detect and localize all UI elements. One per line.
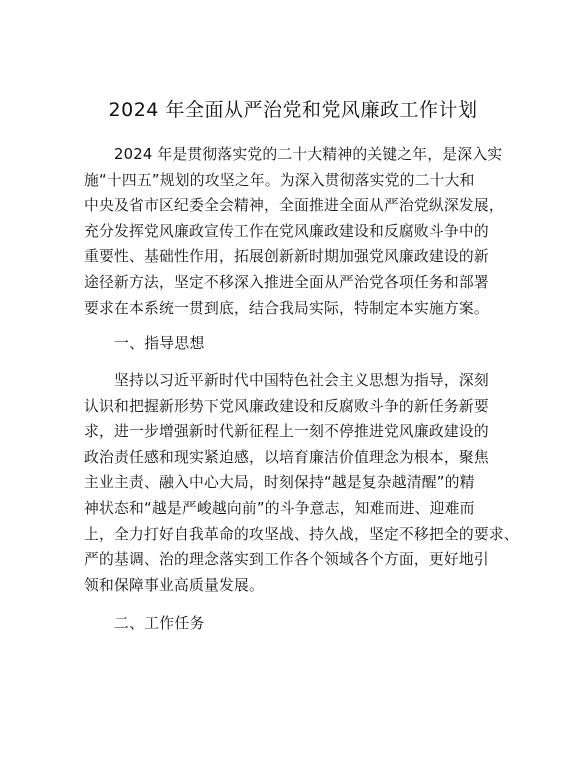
paragraph-line: 充分发挥党风廉政宣传工作在党风廉政建设和反腐败斗争中的 — [84, 222, 489, 240]
paragraph-line: 2024 年是贯彻落实党的二十大精神的关键之年，是深入实 — [114, 146, 503, 163]
paragraph-line: 中央及省市区纪委全会精神，全面推进全面从严治党纵深发展， — [84, 197, 504, 215]
paragraph-line: 领和保障事业高质量发展。 — [84, 576, 264, 594]
paragraph-line: 政治责任感和现实紧迫感，以培育廉洁价值理念为根本，聚焦 — [84, 448, 489, 466]
intro-paragraph — [84, 142, 514, 321]
paragraph-line: 上，全力打好自我革命的攻坚战、持久战，坚定不移把全的要求、 — [84, 525, 519, 543]
paragraph-line: 求，进一步增强新时代新征程上一刻不停推进党风廉政建设的 — [84, 423, 489, 441]
section-heading-guiding-ideology: 一、指导思想 — [114, 335, 205, 352]
document-title: 2024 年全面从严治党和党风廉政工作计划 — [108, 99, 478, 121]
paragraph-line: 途径新方法，坚定不移深入推进全面从严治党各项任务和部署 — [84, 273, 489, 291]
paragraph-line: 施“十四五”规划的攻坚之年。为深入贯彻落实党的二十大和 — [84, 171, 475, 189]
paragraph-line: 严的基调、治的理念落实到工作各个领域各个方面，更好地引 — [84, 551, 489, 569]
paragraph-line: 要求在本系统一贯到底，结合我局实际，特制定本实施方案。 — [84, 299, 489, 317]
paragraph-line: 主业主责、融入中心大局，时刻保持“越是复杂越清醒”的精 — [84, 474, 475, 492]
guiding-ideology-paragraph — [84, 368, 519, 598]
paragraph-line: 坚持以习近平新时代中国特色社会主义思想为指导，深刻 — [114, 372, 489, 389]
paragraph-line: 重要性、基础性作用，拓展创新新时期加强党风廉政建设的新 — [84, 248, 489, 266]
paragraph-line: 认识和把握新形势下党风廉政建设和反腐败斗争的新任务新要 — [84, 397, 489, 415]
paragraph-line: 神状态和“越是严峻越向前”的斗争意志，知难而进、迎难而 — [84, 499, 475, 517]
section-heading-work-tasks: 二、工作任务 — [114, 615, 205, 632]
